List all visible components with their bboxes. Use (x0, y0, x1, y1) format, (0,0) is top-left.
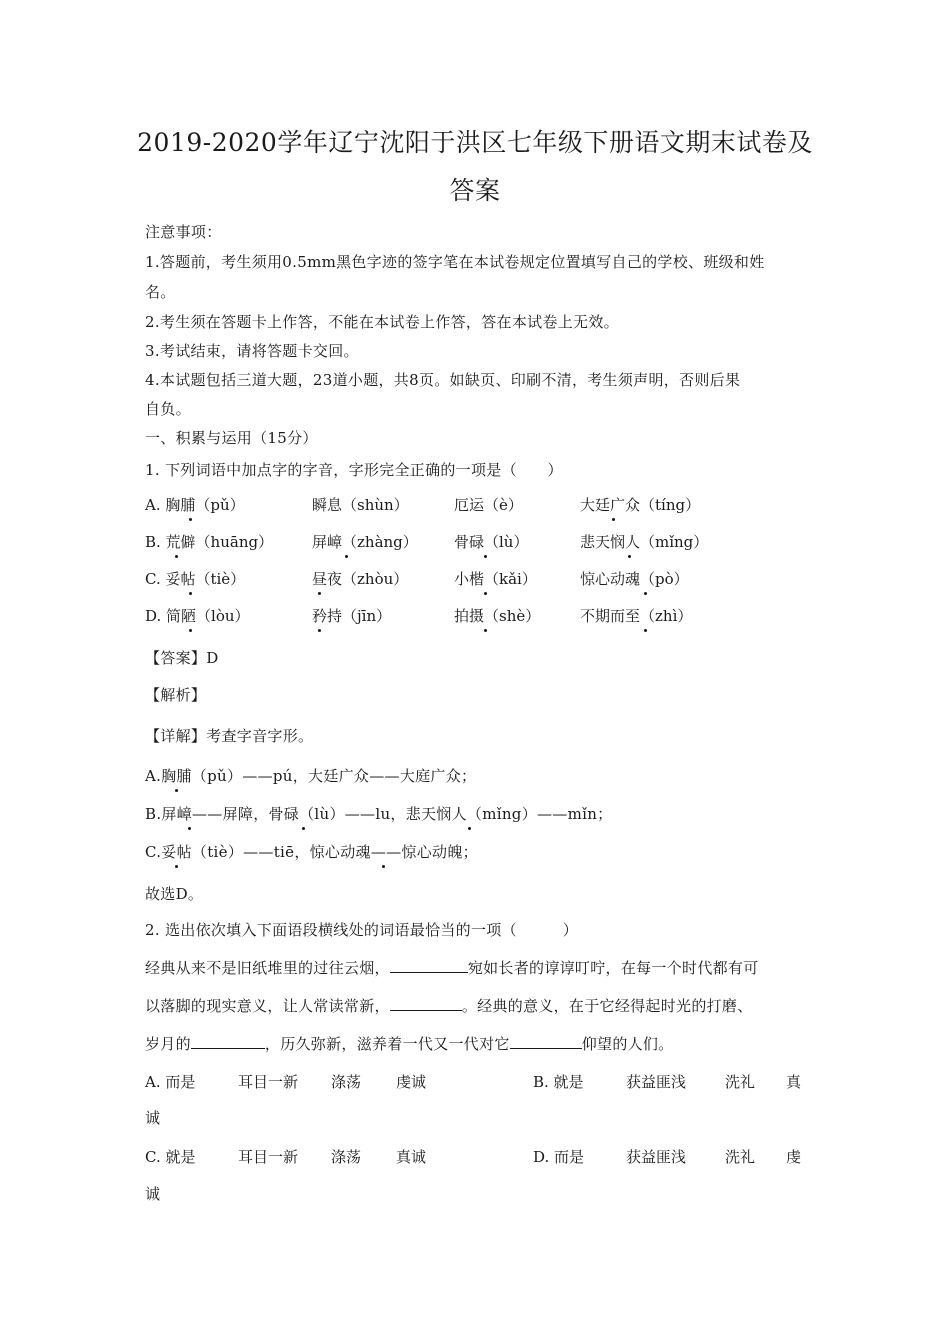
q2-option-b-wrap: 诚 (145, 1109, 161, 1127)
answer-blank-4 (510, 1034, 582, 1049)
q1-option-a-word-4: 大廷广众（tíng） (580, 496, 701, 514)
emphasis-dot (628, 555, 631, 558)
q2-passage-text: ，历久弥新，滋养着一代又一代对它 (264, 1035, 510, 1053)
q2-option-c-word-2: 耳目一新 (238, 1148, 299, 1166)
q2-passage-text: 仰望的人们。 (581, 1035, 674, 1053)
q2-option-c-word-1: C. 就是 (145, 1148, 196, 1166)
answer-blank-1 (390, 958, 468, 973)
answer-blank-2 (390, 996, 462, 1011)
q2-option-a-word-1: A. 而是 (145, 1073, 196, 1091)
q2-option-b-word-4: 真 (786, 1073, 802, 1091)
q2-passage-line-1 (145, 958, 810, 978)
notice-item-1-cont: 名。 (145, 283, 176, 301)
emphasis-dot (188, 827, 191, 830)
q2-option-a-word-4: 虔诚 (396, 1073, 427, 1091)
question-2-stem: 2. 选出依次填入下面语段横线处的词语最恰当的一项（ ） (145, 921, 579, 939)
exam-title-line-1: 2019-2020学年辽宁沈阳于洪区七年级下册语文期末试卷及 (137, 128, 813, 157)
emphasis-dot (644, 592, 647, 595)
q1-option-b-word-3: 骨碌（lù） (454, 533, 529, 551)
q1-option-c-word-2: 昼夜（zhòu） (312, 570, 409, 588)
emphasis-dot (345, 555, 348, 558)
q1-analysis-heading: 【解析】 (145, 686, 207, 704)
q2-passage-text: 宛如长者的谆谆叮咛，在每一个时代都有可 (467, 959, 759, 977)
q2-option-c-word-3: 涤荡 (331, 1148, 362, 1166)
q2-option-b-word-1: B. 就是 (533, 1073, 584, 1091)
emphasis-dot (484, 592, 487, 595)
q1-option-c-word-1: C. 妥帖（tiè） (145, 570, 246, 588)
q1-option-a-word-3: 厄运（è） (454, 496, 523, 514)
notice-item-3: 3.考试结束，请将答题卡交回。 (145, 342, 359, 360)
q1-detail-c: C.妥帖（tiè）——tiē，惊心动魂——惊心动魄； (145, 843, 478, 861)
q2-passage-line-2 (145, 996, 810, 1016)
q1-option-a-word-2: 瞬息（shùn） (312, 496, 409, 514)
emphasis-dot (382, 865, 385, 868)
q2-passage-text: 。经典的意义，在于它经得起时光的打磨、 (461, 997, 753, 1015)
q2-option-c-word-4: 真诚 (396, 1148, 427, 1166)
q1-detail-b: B.屏嶂——屏障，骨碌（lù）——lu，悲天悯人（mǐng）——mǐn； (145, 805, 613, 823)
q1-option-c-word-4: 惊心动魂（pò） (580, 570, 689, 588)
q1-detail-heading: 【详解】考查字音字形。 (145, 727, 314, 745)
question-1-stem: 1. 下列词语中加点字的字音，字形完全正确的一项是（ ） (145, 461, 563, 479)
notice-item-4-cont: 自负。 (145, 400, 191, 418)
emphasis-dot (318, 629, 321, 632)
emphasis-dot (644, 629, 647, 632)
q2-option-d-wrap: 诚 (145, 1185, 161, 1203)
q1-option-d-word-4: 不期而至（zhì） (580, 607, 693, 625)
q2-passage-text: 以落脚的现实意义，让人常读常新， (145, 997, 390, 1015)
emphasis-dot (175, 865, 178, 868)
q2-option-b-word-3: 洗礼 (725, 1073, 756, 1091)
q2-option-d-word-1: D. 而是 (533, 1148, 585, 1166)
q1-option-c-word-3: 小楷（kǎi） (454, 570, 537, 588)
q2-passage-line-3 (145, 1034, 810, 1054)
q2-option-d-word-4: 虔 (786, 1148, 802, 1166)
q1-conclusion: 故选D。 (145, 885, 204, 903)
q2-option-d-word-3: 洗礼 (725, 1148, 756, 1166)
q1-option-d-word-2: 矜持（jīn） (312, 607, 392, 625)
q1-answer: 【答案】D (145, 649, 219, 667)
section-1-heading: 一、积累与运用（15分） (145, 429, 318, 447)
q2-option-a-word-2: 耳目一新 (238, 1073, 299, 1091)
q2-passage-text: 岁月的 (145, 1035, 191, 1053)
emphasis-dot (484, 555, 487, 558)
emphasis-dot (189, 629, 192, 632)
emphasis-dot (318, 592, 321, 595)
q2-option-b-word-2: 获益匪浅 (626, 1073, 687, 1091)
answer-blank-3 (191, 1034, 265, 1049)
q2-option-d-word-2: 获益匪浅 (626, 1148, 687, 1166)
notice-item-1: 1.答题前，考生须用0.5mm黑色字迹的签字笔在本试卷规定位置填写自己的学校、班级和姓 (145, 253, 765, 271)
q1-option-d-word-1: D. 简陋（lòu） (145, 607, 250, 625)
emphasis-dot (468, 827, 471, 830)
q1-option-d-word-3: 拍摄（shè） (454, 607, 541, 625)
emphasis-dot (175, 555, 178, 558)
q1-option-a-word-1: A. 胸脯（pǔ） (145, 496, 245, 514)
notice-heading: 注意事项： (145, 223, 222, 241)
q2-passage-text: 经典从来不是旧纸堆里的过往云烟， (145, 959, 390, 977)
emphasis-dot (612, 518, 615, 521)
q1-option-b-word-2: 屏嶂（zhàng） (312, 533, 418, 551)
notice-item-4: 4.本试题包括三道大题，23道小题，共8页。如缺页、印刷不清，考生须声明，否则后果 (145, 371, 741, 389)
q1-option-b-word-4: 悲天悯人（mǐng） (580, 533, 709, 551)
exam-title-line-2: 答案 (449, 176, 501, 205)
emphasis-dot (175, 789, 178, 792)
emphasis-dot (189, 592, 192, 595)
emphasis-dot (484, 629, 487, 632)
emphasis-dot (189, 518, 192, 521)
emphasis-dot (302, 827, 305, 830)
q2-option-a-word-3: 涤荡 (331, 1073, 362, 1091)
q1-detail-a: A.胸脯（pǔ）——pú，大廷广众——大庭广众； (145, 767, 477, 785)
q1-option-b-word-1: B. 荒僻（huāng） (145, 533, 274, 551)
notice-item-2: 2.考生须在答题卡上作答，不能在本试卷上作答，答在本试卷上无效。 (145, 313, 619, 331)
